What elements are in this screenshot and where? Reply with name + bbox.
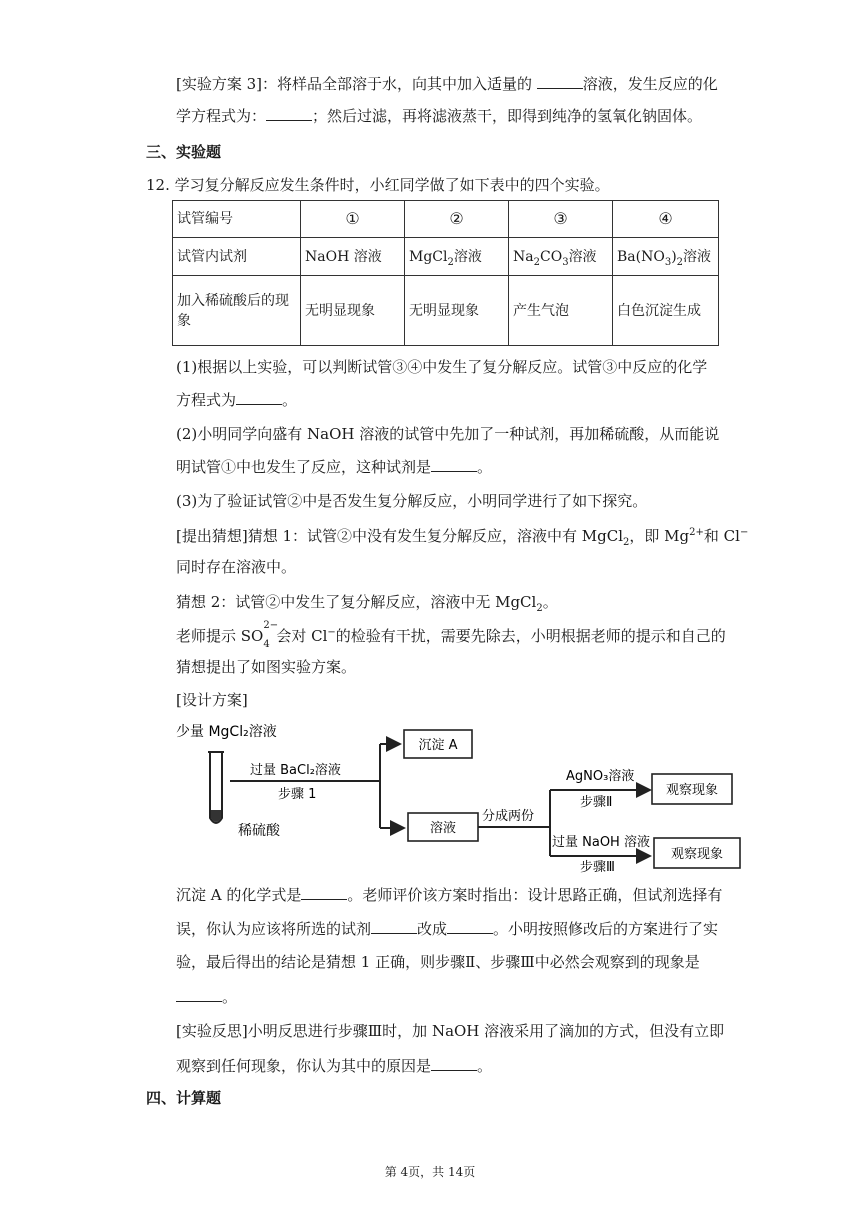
page-footer: 第 4页，共 14页	[384, 1165, 476, 1179]
section-heading-experiment: 三、实验题	[146, 143, 222, 161]
hypothesis-1-line2: 同时存在溶液中。	[176, 558, 297, 576]
answer-blank[interactable]	[431, 456, 477, 472]
teacher-hint-line1: 老师提示 SO 2− 4 会对 Cl−的检验有干扰，需要先除去，小明根据老师的提示和自己的	[176, 620, 726, 650]
reflection-line2: 观察到任何现象，你认为其中的原因是 。	[176, 1057, 493, 1075]
q12-part3: (3)为了验证试管②中是否发生复分解反应，小明同学进行了如下探究。	[176, 492, 648, 510]
acid-label: 稀硫酸	[238, 823, 280, 839]
design-q-line4: 。	[176, 986, 237, 1007]
table-cell: $Na_2CO_3$溶液	[509, 238, 613, 276]
answer-blank[interactable]	[266, 105, 312, 121]
experiment-table	[172, 200, 719, 346]
table-row	[173, 238, 719, 276]
plan3-line1: [实验方案 3]：将样品全部溶于水，向其中加入适量的 溶液，发生反应的化	[176, 75, 718, 93]
hypothesis-1-line1: [提出猜想]猜想 1：试管②中没有发生复分解反应，溶液中有 MgCl$_2$，即 $Mg^{2+}$和 Cl−	[176, 527, 749, 548]
table-cell: ④	[613, 201, 719, 238]
design-q-line3: 验，最后得出的结论是猜想 1 正确，则步骤Ⅱ、步骤Ⅲ中必然会观察到的现象是	[176, 953, 700, 971]
experiment-flow-diagram	[168, 718, 748, 873]
test-tube-icon	[208, 752, 224, 823]
table-cell: 产生气泡	[509, 276, 613, 346]
observe-label-1: 观察现象	[665, 783, 719, 798]
table-cell: 无明显现象	[405, 276, 509, 346]
answer-blank[interactable]	[537, 73, 583, 89]
step1-label: 步骤 1	[278, 787, 317, 802]
table-cell: ①	[301, 201, 405, 238]
table-row	[173, 276, 719, 346]
naoh-label: 过量 NaOH 溶液	[552, 835, 650, 850]
table-row	[173, 201, 719, 238]
q12-part2-line2: 明试管①中也发生了反应，这种试剂是 。	[176, 458, 493, 476]
precipitate-a-label: 沉淀 A	[418, 738, 458, 753]
answer-blank[interactable]	[176, 986, 222, 1002]
table-cell: NaOH 溶液	[301, 238, 405, 276]
answer-blank[interactable]	[431, 1055, 477, 1071]
teacher-hint-line2: 猜想提出了如图实验方案。	[176, 658, 357, 676]
answer-blank[interactable]	[301, 884, 347, 900]
solution-label: 溶液	[429, 821, 457, 836]
section-heading-calculation: 四、计算题	[146, 1089, 222, 1107]
reagent-label-mgcl2: 少量 MgCl₂溶液	[176, 724, 277, 740]
plan3-line2: 学方程式为： ；然后过滤，再将滤液蒸干，即得到纯净的氢氧化钠固体。	[176, 107, 703, 125]
answer-blank[interactable]	[447, 918, 493, 934]
step1-reagent-label: 过量 BaCl₂溶液	[250, 763, 341, 778]
table-cell: 白色沉淀生成	[613, 276, 719, 346]
q12-part1-line2: 方程式为 。	[176, 391, 298, 409]
q12-part1-line1: (1)根据以上实验，可以判断试管③④中发生了复分解反应。试管③中反应的化学	[176, 358, 708, 376]
design-q-line1: 沉淀 A 的化学式是 。老师评价该方案时指出：设计思路正确，但试剂选择有	[176, 886, 723, 904]
design-heading: [设计方案]	[176, 691, 248, 709]
hypothesis-2: 猜想 2：试管②中发生了复分解反应，溶液中无 MgCl$_2$。	[176, 593, 558, 614]
step2-label: 步骤Ⅱ	[580, 795, 613, 810]
reflection-line1: [实验反思]小明反思进行步骤Ⅲ时，加 NaOH 溶液采用了滴加的方式，但没有立即	[176, 1022, 725, 1040]
table-cell: $Ba(NO_3)_2$溶液	[613, 238, 719, 276]
table-cell: 加入稀硫酸后的现象	[173, 276, 301, 346]
split-label: 分成两份	[482, 809, 535, 824]
table-cell: ②	[405, 201, 509, 238]
table-cell: MgCl$_2$溶液	[405, 238, 509, 276]
design-q-line2: 误，你认为应该将所选的试剂 改成 。小明按照修改后的方案进行了实	[176, 920, 719, 938]
table-cell: 试管内试剂	[173, 238, 301, 276]
observe-label-2: 观察现象	[670, 847, 724, 862]
q12-part2-line1: (2)小明同学向盛有 NaOH 溶液的试管中先加了一种试剂，再加稀硫酸，从而能说	[176, 425, 720, 443]
table-cell: ③	[509, 201, 613, 238]
table-cell: 试管编号	[173, 201, 301, 238]
step3-label: 步骤Ⅲ	[580, 860, 615, 873]
answer-blank[interactable]	[236, 389, 282, 405]
question-12-stem: 12. 学习复分解反应发生条件时，小红同学做了如下表中的四个实验。	[146, 176, 610, 194]
agno3-label: AgNO₃溶液	[566, 769, 635, 784]
answer-blank[interactable]	[371, 918, 417, 934]
table-cell: 无明显现象	[301, 276, 405, 346]
